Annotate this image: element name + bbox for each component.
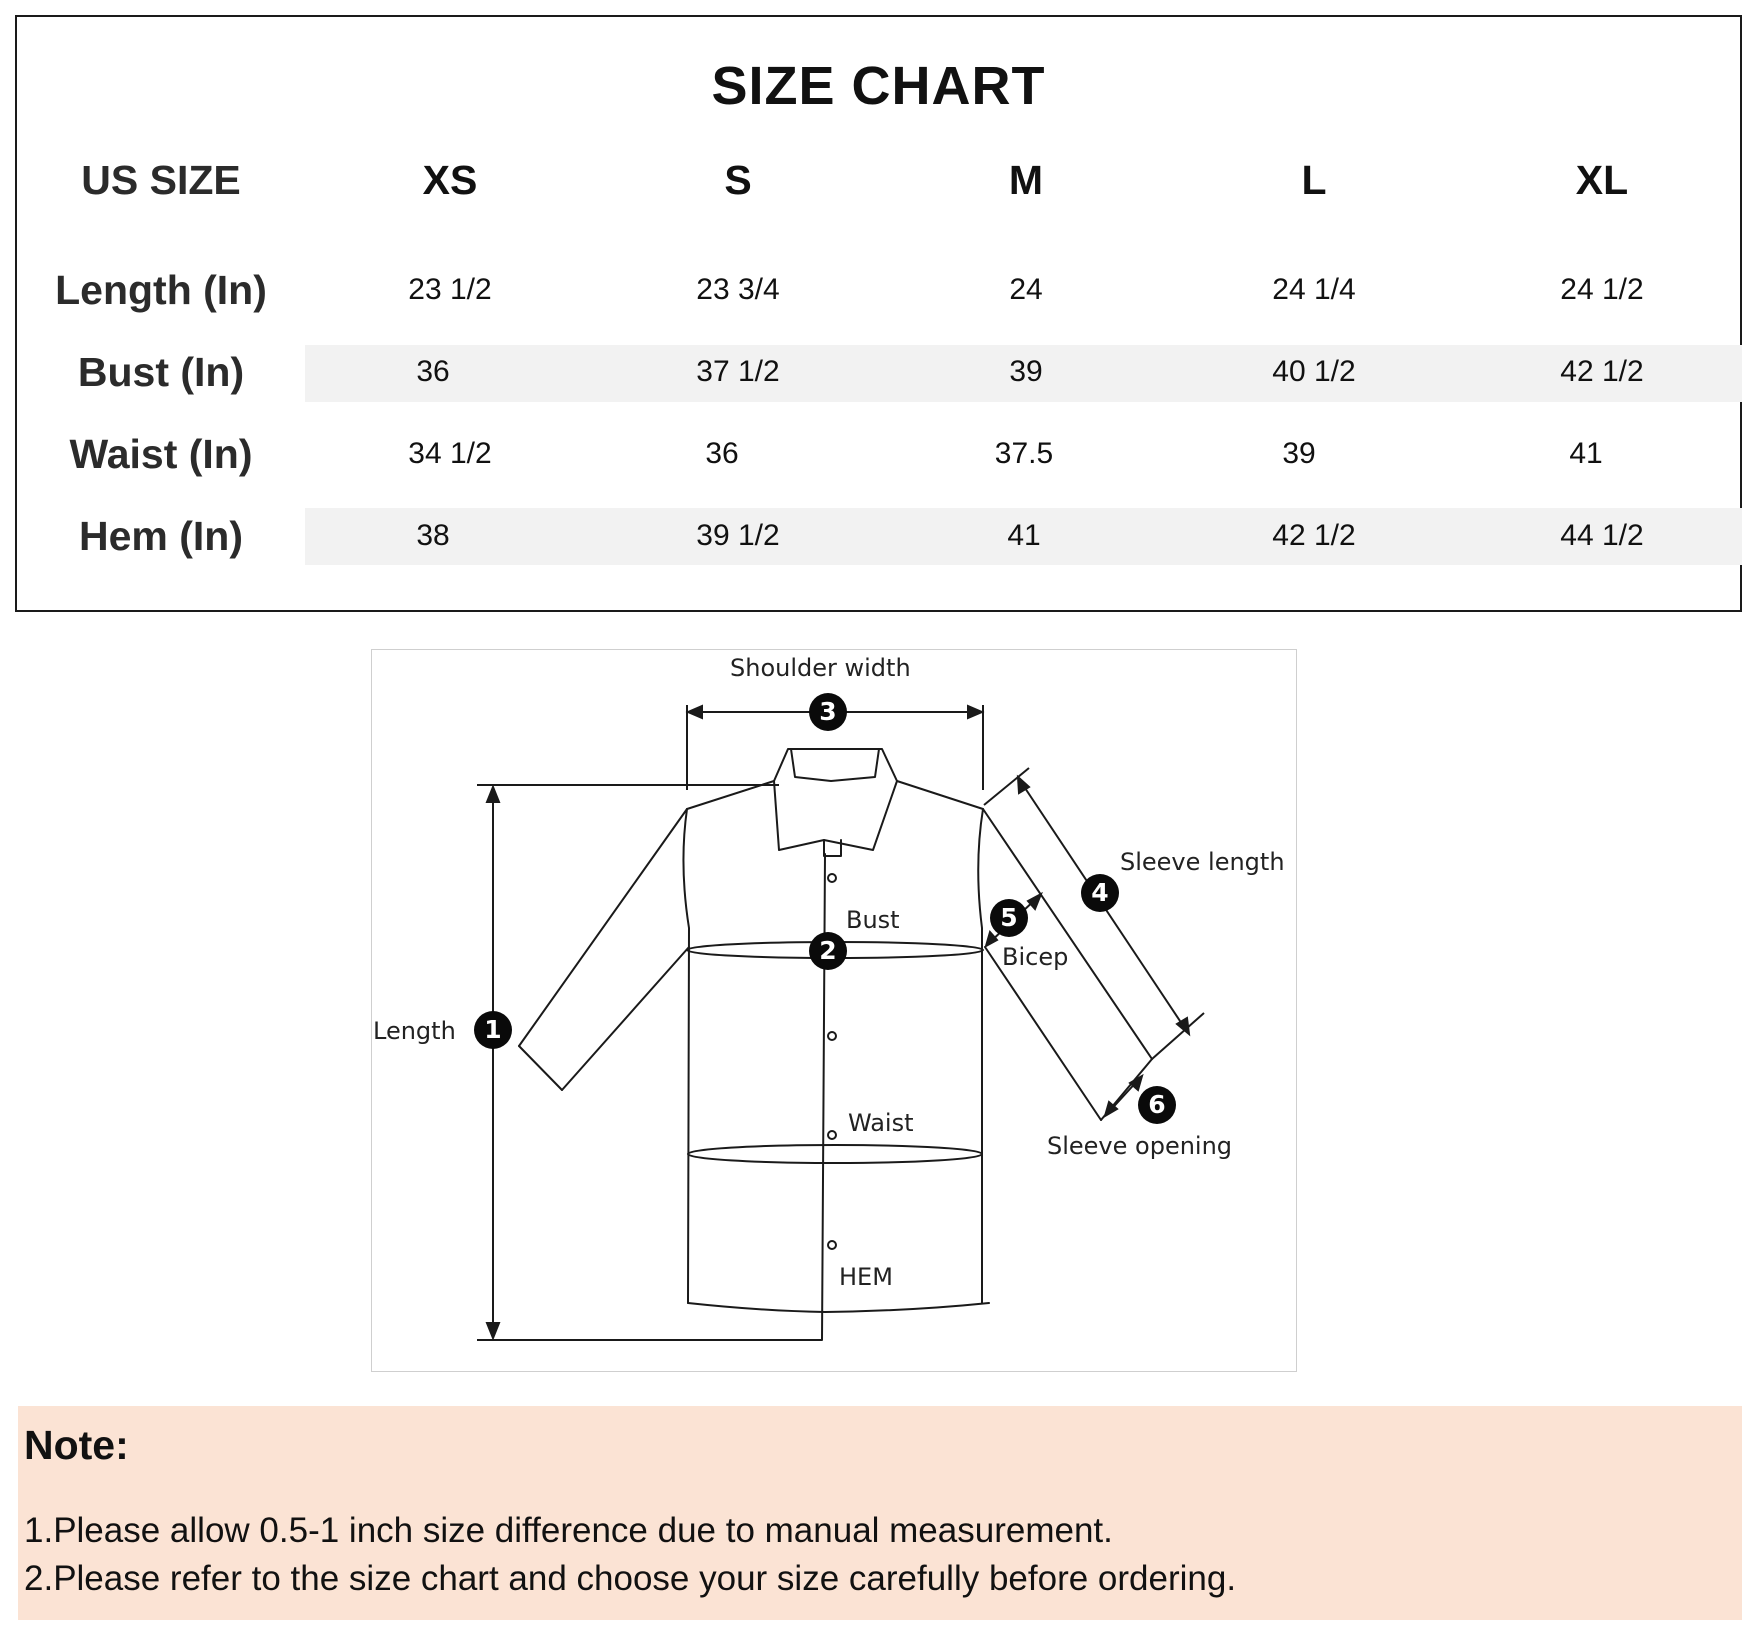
- col-head-l: L: [1301, 157, 1327, 203]
- cell-hem-s: 39 1/2: [696, 519, 780, 552]
- cell-waist-xl: 41: [1569, 437, 1603, 470]
- row-label-bust: Bust (In): [77, 349, 245, 395]
- cell-bust-xl: 42 1/2: [1560, 355, 1644, 388]
- cell-waist-l: 39: [1282, 437, 1316, 470]
- cell-bust-l: 40 1/2: [1272, 355, 1356, 388]
- label-waist: Waist: [848, 1109, 914, 1137]
- label-sleeve-opening: Sleeve opening: [1047, 1132, 1233, 1160]
- cell-bust-s: 37 1/2: [696, 355, 780, 388]
- cell-hem-xl: 44 1/2: [1560, 519, 1644, 552]
- cell-length-xl: 24 1/2: [1560, 273, 1644, 306]
- cell-hem-xs: 38: [416, 519, 450, 552]
- col-head-s: S: [724, 157, 752, 203]
- size-chart-table: [15, 15, 1742, 612]
- shirt-outline: [372, 650, 1298, 1373]
- col-head-m: M: [1008, 157, 1044, 203]
- badge-6-sleeve-opening: 6: [1138, 1086, 1176, 1124]
- cell-bust-xs: 36: [416, 355, 450, 388]
- note-line-1: 1.Please allow 0.5-1 inch size difference due to manual measurement.: [24, 1511, 1113, 1550]
- label-sleeve-length: Sleeve length: [1120, 848, 1285, 876]
- row-label-waist: Waist (In): [69, 431, 253, 477]
- note-title: Note:: [24, 1422, 129, 1468]
- label-bicep: Bicep: [1002, 943, 1069, 971]
- badge-2-bust: 2: [809, 932, 847, 970]
- badge-5-bicep: 5: [990, 899, 1028, 937]
- cell-length-xs: 23 1/2: [408, 273, 492, 306]
- cell-bust-m: 39: [1009, 355, 1043, 388]
- cell-hem-m: 41: [1007, 519, 1041, 552]
- label-bust: Bust: [846, 906, 900, 934]
- row-label-length: Length (In): [55, 267, 267, 313]
- badge-3-shoulder: 3: [809, 693, 847, 731]
- label-length: Length: [373, 1017, 456, 1045]
- row-label-hem: Hem (In): [79, 513, 243, 559]
- chart-title: SIZE CHART: [711, 56, 1046, 116]
- cell-length-s: 23 3/4: [696, 273, 780, 306]
- note-panel: [18, 1406, 1742, 1620]
- col-head-xs: XS: [422, 157, 478, 203]
- cell-length-m: 24: [1009, 273, 1043, 306]
- cell-length-l: 24 1/4: [1272, 273, 1356, 306]
- badge-4-sleeve-length: 4: [1081, 874, 1119, 912]
- cell-hem-l: 42 1/2: [1272, 519, 1356, 552]
- shirt-measurement-diagram: [371, 649, 1297, 1372]
- label-hem: HEM: [839, 1263, 893, 1291]
- cell-waist-xs: 34 1/2: [408, 437, 492, 470]
- badge-1-length: 1: [474, 1011, 512, 1049]
- col-head-xl: XL: [1575, 157, 1629, 203]
- cell-waist-m: 37.5: [994, 437, 1054, 470]
- label-shoulder-width: Shoulder width: [730, 654, 911, 682]
- note-line-2: 2.Please refer to the size chart and choose your size carefully before ordering.: [24, 1559, 1237, 1598]
- cell-waist-s: 36: [705, 437, 739, 470]
- header-us-size: US SIZE: [81, 157, 241, 203]
